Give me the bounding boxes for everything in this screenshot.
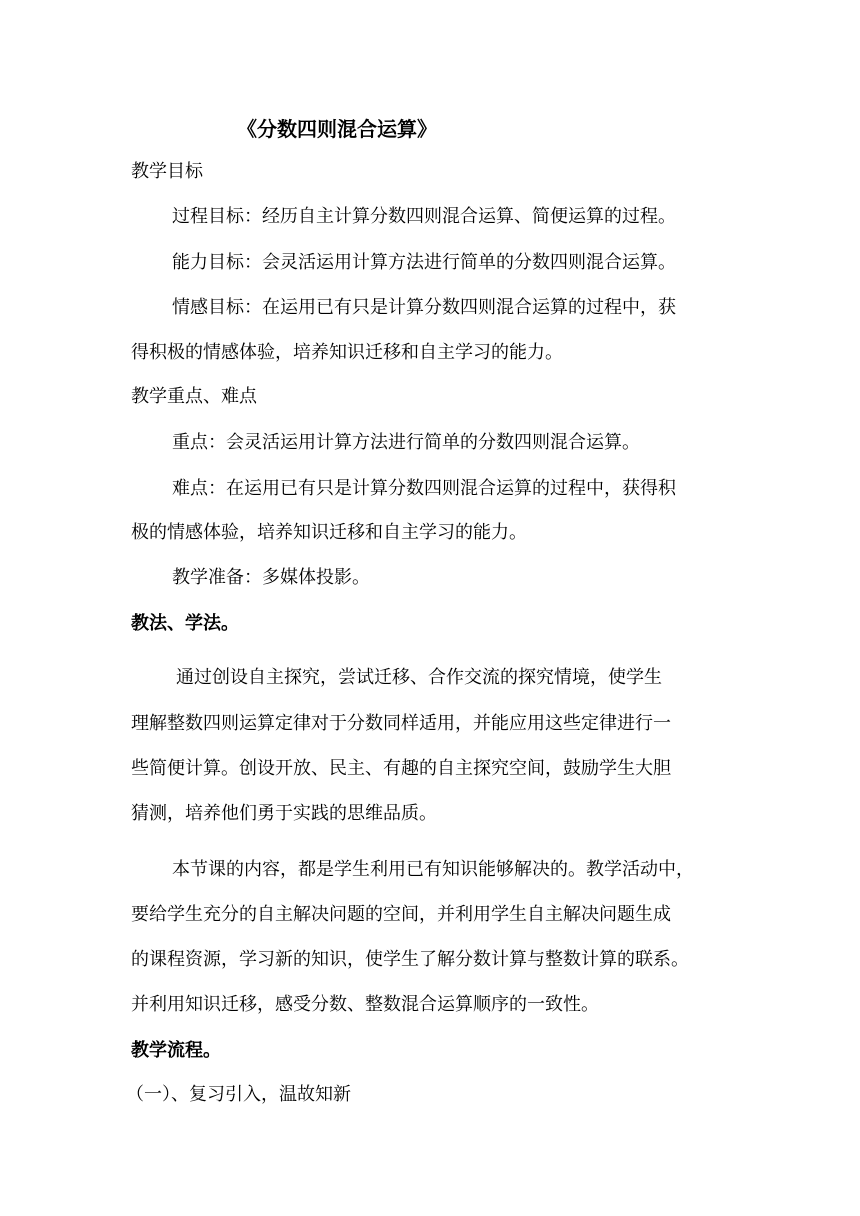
section-heading-key-points: 教学重点、难点 [131, 386, 257, 407]
goal-emotion-text-line1: 情感目标：在运用已有只是计算分数四则混合运算的过程中，获 [172, 297, 676, 318]
goal-process-text: 过程目标：经历自主计算分数四则混合运算、简便运算的过程。 [172, 206, 676, 227]
method-paragraph1-line1: 通过创设自主探究，尝试迁移、合作交流的探究情境，使学生 [176, 667, 662, 688]
key-point-text: 重点：会灵活运用计算方法进行简单的分数四则混合运算。 [172, 432, 640, 453]
method-paragraph1-line2: 理解整数四则运算定律对于分数同样适用，并能应用这些定律进行一 [131, 713, 671, 734]
difficulty-text-line2: 极的情感体验，培养知识迁移和自主学习的能力。 [131, 522, 527, 543]
method-paragraph2-line4: 并利用知识迁移，感受分数、整数混合运算顺序的一致性。 [131, 994, 599, 1015]
method-paragraph2-line2: 要给学生充分的自主解决问题的空间，并利用学生自主解决问题生成 [131, 904, 671, 925]
section-heading-goals: 教学目标 [131, 161, 203, 182]
goal-emotion-text-line2: 得积极的情感体验，培养知识迁移和自主学习的能力。 [131, 342, 563, 363]
method-paragraph2-line3: 的课程资源，学习新的知识，使学生了解分数计算与整数计算的联系。 [131, 949, 689, 970]
method-paragraph1-line4: 猜测，培养他们勇于实践的思维品质。 [131, 803, 437, 824]
preparation-text: 教学准备：多媒体投影。 [172, 567, 370, 588]
section-heading-methods: 教法、学法。 [131, 613, 239, 634]
goal-ability-text: 能力目标：会灵活运用计算方法进行简单的分数四则混合运算。 [172, 252, 676, 273]
flow-step1-text: （一）、复习引入，温故知新 [126, 1084, 351, 1105]
document-title: 《分数四则混合运算》 [237, 117, 437, 141]
method-paragraph2-line1: 本节课的内容，都是学生利用已有知识能够解决的。教学活动中， [172, 859, 694, 880]
section-heading-flow: 教学流程。 [131, 1040, 221, 1061]
difficulty-text-line1: 难点：在运用已有只是计算分数四则混合运算的过程中，获得积 [172, 478, 676, 499]
method-paragraph1-line3: 些简便计算。创设开放、民主、有趣的自主探究空间，鼓励学生大胆 [131, 758, 671, 779]
